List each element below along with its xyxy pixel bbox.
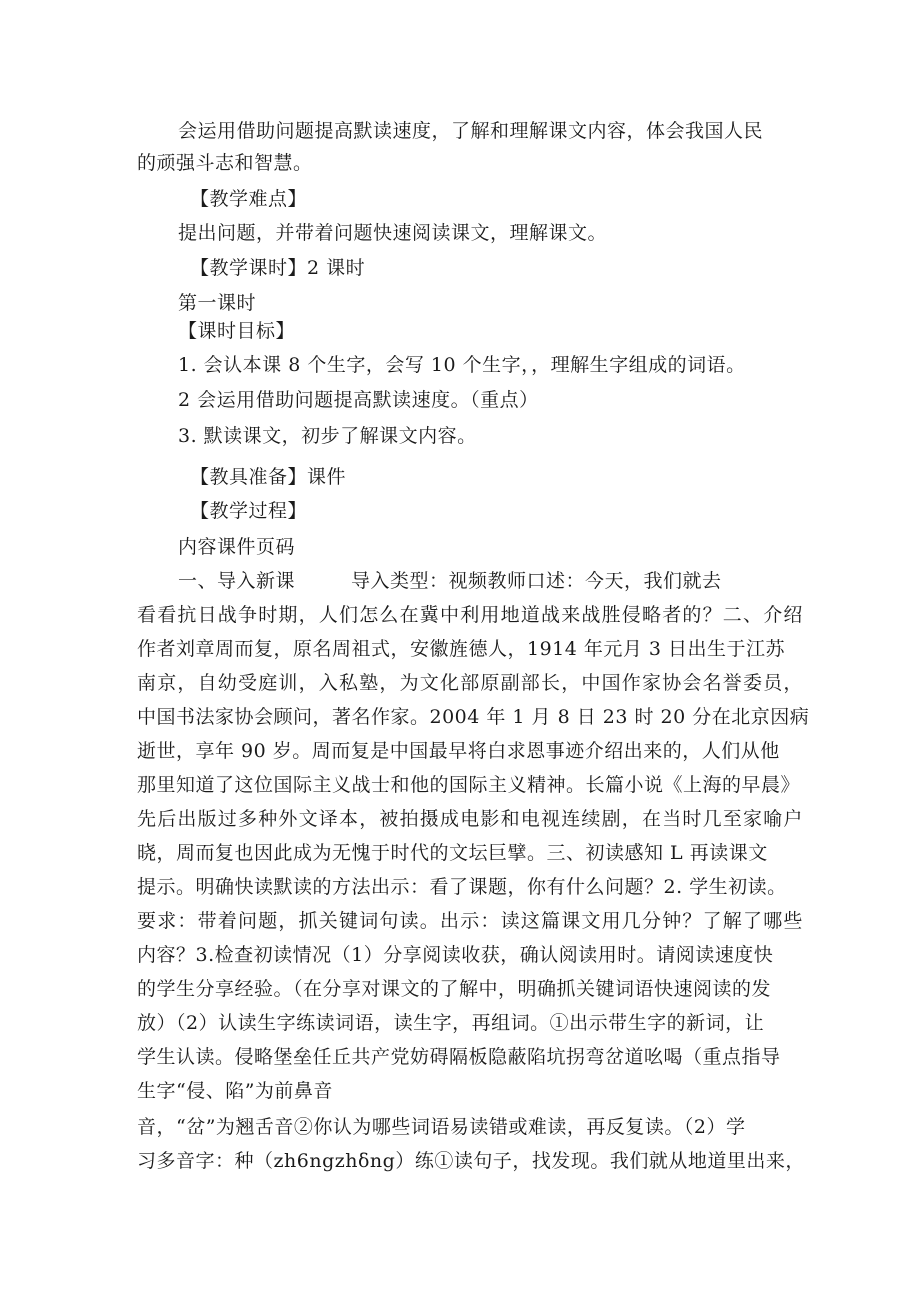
body-line: 提示。明确快读默读的方法出示：看了课题，你有什么问题？2. 学生初读。 — [137, 876, 787, 898]
lesson-goal-heading: 【课时目标】 — [178, 320, 296, 342]
objective-line-2: 的顽强斗志和智慧。 — [137, 152, 313, 174]
body-line: 中国书法家协会顾问，著名作家。2004 年 1 月 8 日 23 时 20 分在北京因病 — [137, 706, 810, 728]
difficulty-text: 提出问题，并带着问题快速阅读课文，理解课文。 — [178, 222, 608, 244]
table-header: 内容课件页码 — [178, 536, 296, 558]
intro-right: 导入类型：视频教师口述：今天，我们就去 — [351, 570, 722, 592]
intro-left: 一、导入新课 — [178, 570, 296, 592]
objective-line-1: 会运用借助问题提高默读速度，了解和理解课文内容，体会我国人民 — [178, 120, 764, 142]
difficulty-heading: 【教学难点】 — [190, 188, 308, 210]
body-line: 要求：带着问题，抓关键词句读。出示：读这篇课文用几分钟？了解了哪些 — [137, 910, 804, 932]
hours-heading: 【教学课时】2 课时 — [190, 257, 366, 279]
body-line: 先后出版过多种外文译本，被拍摄成电影和电视连续剧，在当时几至家喻户 — [137, 808, 804, 830]
goal-item-3: 3. 默读课文，初步了解课文内容。 — [178, 425, 477, 447]
tail-line: 音，“岔”为翘舌音②你认为哪些词语易读错或难读，再反复读。（2）学 — [137, 1116, 746, 1138]
body-line: 学生认读。侵略堡垒任丘共产党妨碍隔板隐蔽陷坑拐弯岔道吆喝（重点指导 — [137, 1046, 781, 1068]
process-heading: 【教学过程】 — [190, 500, 308, 522]
body-line: 南京，自幼受庭训，入私塾，为文化部原副部长，中国作家协会名誉委员， — [137, 672, 804, 694]
body-line: 内容？3.检查初读情况（1）分享阅读收获，确认阅读用时。请阅读速度快 — [137, 944, 774, 966]
first-lesson-title: 第一课时 — [178, 292, 257, 314]
body-line: 晓，周而复也因此成为无愧于时代的文坛巨擘。三、初读感知 L 再读课文 — [137, 842, 768, 864]
body-line: 逝世，享年 90 岁。周而复是中国最早将白求恩事迹介绍出来的，人们从他 — [137, 740, 780, 762]
body-line: 放）（2）认读生字练读词语，读生字，再组词。①出示带生字的新词，让 — [137, 1012, 765, 1034]
goal-item-1: 1. 会认本课 8 个生字，会写 10 个生字，，理解生字组成的词语。 — [178, 354, 746, 376]
goal-item-2: 2 会运用借助问题提高默读速度。（重点） — [178, 389, 539, 411]
body-line: 生字“侵、陷”为前鼻音 — [137, 1080, 333, 1102]
tail-line: 习多音字：种（zh6ngzhδng）练①读句子，找发现。我们就从地道里出来， — [137, 1150, 805, 1172]
body-line: 看看抗日战争时期，人们怎么在冀中利用地道战来战胜侵略者的？二、介绍 — [137, 604, 804, 626]
body-line: 的学生分享经验。（在分享对课文的了解中，明确抓关键词语快速阅读的发 — [137, 978, 772, 1000]
tools-heading: 【教具准备】课件 — [190, 466, 347, 488]
body-line: 那里知道了这位国际主义战士和他的国际主义精神。长篇小说《上海的早晨》 — [137, 774, 801, 796]
body-line: 作者刘章周而复，原名周祖式，安徽旌德人，1914 年元月 3 日出生于江苏 — [137, 638, 786, 660]
intro-row — [178, 568, 722, 594]
